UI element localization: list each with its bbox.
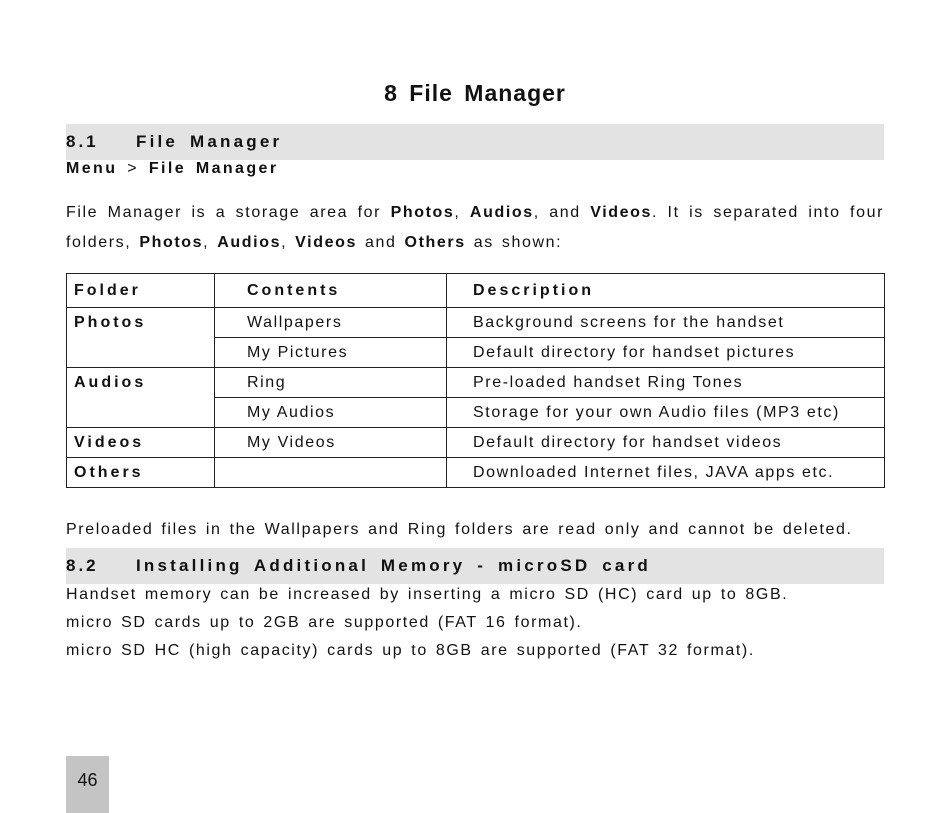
- intro-text: and: [356, 234, 405, 251]
- intro-text: File Manager is a storage area for: [66, 204, 391, 221]
- cell-contents: My Audios: [215, 398, 447, 428]
- section-heading-8-1: [66, 124, 884, 160]
- header-contents: Contents: [215, 274, 447, 308]
- header-description: Description: [447, 274, 885, 308]
- intro-bold-videos: Videos: [590, 204, 653, 221]
- cell-description: Storage for your own Audio files (MP3 etc): [447, 398, 885, 428]
- table-row: [67, 458, 885, 488]
- cell-folder: [67, 398, 215, 428]
- cell-contents: My Pictures: [215, 338, 447, 368]
- table-header-row: [67, 274, 885, 308]
- menu-path: [66, 160, 278, 178]
- cell-folder: Videos: [67, 428, 215, 458]
- cell-description: Downloaded Internet files, JAVA apps etc.: [447, 458, 885, 488]
- cell-description: Default directory for handset videos: [447, 428, 885, 458]
- cell-folder: [67, 338, 215, 368]
- table-row: [67, 368, 885, 398]
- cell-contents: Wallpapers: [215, 308, 447, 338]
- section-heading-8-2: [66, 548, 884, 584]
- menu-path-item: File Manager: [148, 160, 279, 177]
- cell-contents: My Videos: [215, 428, 447, 458]
- intro-bold-videos: Videos: [295, 234, 357, 251]
- section-title: File Manager: [136, 132, 283, 151]
- menu-path-separator: >: [127, 160, 139, 177]
- intro-bold-audios: Audios: [469, 204, 534, 221]
- intro-bold-photos: Photos: [390, 204, 455, 221]
- memory-line: micro SD cards up to 2GB are supported (FAT 16 format).: [66, 614, 583, 631]
- memory-paragraph: [66, 581, 884, 665]
- section-bar-8-2: [66, 548, 884, 584]
- section-number: 8.2: [66, 556, 99, 575]
- cell-folder: Audios: [67, 368, 215, 398]
- intro-text: ,: [203, 234, 218, 251]
- memory-line: Handset memory can be increased by inserting a micro SD (HC) card up to 8GB.: [66, 586, 789, 603]
- cell-contents: [215, 458, 447, 488]
- cell-folder: Others: [67, 458, 215, 488]
- read-only-note: Preloaded files in the Wallpapers and Ring folders are read only and cannot be deleted.: [66, 521, 853, 538]
- intro-bold-others: Others: [404, 234, 466, 251]
- header-folder: Folder: [67, 274, 215, 308]
- intro-text: , and: [533, 204, 591, 221]
- intro-text: as shown:: [465, 234, 563, 251]
- cell-description: Background screens for the handset: [447, 308, 885, 338]
- table-row: [67, 398, 885, 428]
- table-row: [67, 338, 885, 368]
- intro-text: ,: [281, 234, 296, 251]
- folder-table: [66, 273, 885, 488]
- section-number: 8.1: [66, 132, 99, 151]
- intro-bold-photos: Photos: [139, 234, 204, 251]
- intro-text: ,: [454, 204, 470, 221]
- cell-folder: Photos: [67, 308, 215, 338]
- cell-contents: Ring: [215, 368, 447, 398]
- intro-text: . It is separated into four folders,: [66, 204, 885, 251]
- page-number: 46: [66, 756, 109, 813]
- cell-description: Pre-loaded handset Ring Tones: [447, 368, 885, 398]
- intro-paragraph: [66, 198, 884, 258]
- menu-path-root: Menu: [66, 160, 118, 177]
- cell-description: Default directory for handset pictures: [447, 338, 885, 368]
- table-row: [67, 428, 885, 458]
- table-row: [67, 308, 885, 338]
- section-bar-8-1: [66, 124, 884, 160]
- chapter-title: 8 File Manager: [384, 80, 566, 106]
- intro-bold-audios: Audios: [217, 234, 282, 251]
- section-title: Installing Additional Memory - microSD card: [136, 556, 651, 575]
- memory-line: micro SD HC (high capacity) cards up to 8GB are supported (FAT 32 format).: [66, 642, 755, 659]
